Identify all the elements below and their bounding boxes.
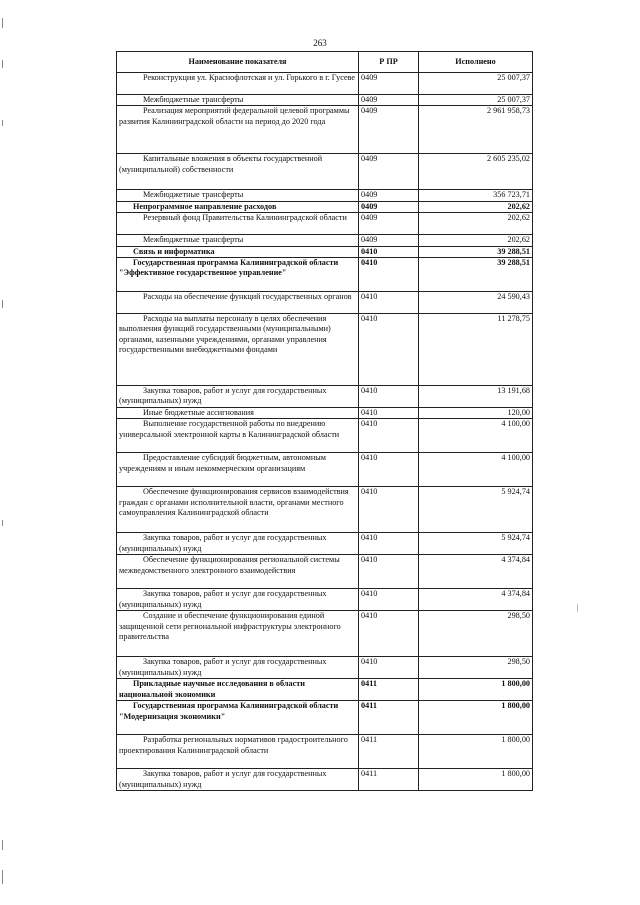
cell-executed-amount: 298,50 — [419, 611, 533, 657]
cell-section-code: 0410 — [359, 408, 419, 419]
indicator-name-text: Расходы на обеспечение функций государственных органов — [143, 292, 352, 302]
cell-section-code: 0410 — [359, 611, 419, 657]
cell-section-code: 0409 — [359, 154, 419, 190]
indicator-name-text: Расходы на выплаты персоналу в целях обеспечения выполнения функций государственными (муниципальными) органами, казенными учреждениями, органами управления государственными внебюджетными фондами — [119, 314, 331, 355]
cell-executed-amount: 356 723,71 — [419, 190, 533, 201]
table-row — [117, 555, 533, 589]
cell-section-code: 0409 — [359, 190, 419, 201]
cell-executed-amount: 4 374,84 — [419, 555, 533, 589]
cell-indicator-name — [117, 769, 359, 791]
cell-section-code: 0410 — [359, 533, 419, 555]
table-row — [117, 201, 533, 212]
cell-indicator-name — [117, 657, 359, 679]
table-row — [117, 154, 533, 190]
cell-indicator-name — [117, 292, 359, 314]
cell-indicator-name — [117, 213, 359, 235]
indicator-name-text: Государственная программа Калининградской области "Модернизация экономики" — [119, 701, 339, 721]
cell-section-code: 0410 — [359, 453, 419, 487]
cell-indicator-name — [117, 314, 359, 386]
table-row — [117, 419, 533, 453]
cell-section-code: 0410 — [359, 258, 419, 292]
cell-section-code: 0410 — [359, 555, 419, 589]
indicator-name-text: Реализация мероприятий федеральной целевой программы развития Калининградской области на период до 2020 года — [119, 106, 350, 126]
indicator-name-text: Государственная программа Калининградской области "Эффективное государственное управление" — [119, 258, 339, 278]
cell-executed-amount: 298,50 — [419, 657, 533, 679]
indicator-name-text: Межбюджетные трансферты — [143, 235, 244, 245]
indicator-name-text: Капитальные вложения в объекты государственной (муниципальной) собственности — [119, 154, 323, 174]
indicator-name-text: Межбюджетные трансферты — [143, 95, 244, 104]
table-row — [117, 95, 533, 106]
table-body — [117, 73, 533, 791]
cell-section-code: 0409 — [359, 213, 419, 235]
cell-indicator-name — [117, 555, 359, 589]
cell-executed-amount: 1 800,00 — [419, 769, 533, 791]
cell-section-code: 0409 — [359, 106, 419, 154]
cell-section-code: 0409 — [359, 201, 419, 212]
table-row — [117, 769, 533, 791]
cell-section-code: 0411 — [359, 701, 419, 735]
cell-executed-amount: 5 924,74 — [419, 533, 533, 555]
indicator-name-text: Связь и информатика — [133, 246, 215, 256]
table-row — [117, 213, 533, 235]
cell-executed-amount: 4 374,84 — [419, 589, 533, 611]
scan-margin-marks — [0, 0, 6, 905]
table-row — [117, 190, 533, 201]
cell-section-code: 0410 — [359, 246, 419, 257]
scan-mark — [577, 604, 578, 612]
cell-indicator-name — [117, 154, 359, 190]
indicator-name-text: Межбюджетные трансферты — [143, 190, 244, 200]
cell-section-code: 0410 — [359, 292, 419, 314]
cell-executed-amount: 24 590,43 — [419, 292, 533, 314]
column-header-name: Наименование показателя — [117, 52, 359, 73]
indicator-name-text: Непрограммное направление расходов — [133, 201, 277, 211]
cell-indicator-name — [117, 679, 359, 701]
table-row — [117, 679, 533, 701]
cell-executed-amount: 1 800,00 — [419, 701, 533, 735]
indicator-name-text: Резервный фонд Правительства Калининградской области — [143, 213, 347, 223]
table-row — [117, 386, 533, 408]
table-row — [117, 657, 533, 679]
cell-indicator-name — [117, 408, 359, 419]
cell-indicator-name — [117, 246, 359, 257]
cell-indicator-name — [117, 235, 359, 246]
cell-indicator-name — [117, 589, 359, 611]
indicator-name-text: Закупка товаров, работ и услуг для государственных (муниципальных) нужд — [119, 386, 327, 406]
table-row — [117, 735, 533, 769]
cell-section-code: 0411 — [359, 769, 419, 791]
cell-indicator-name — [117, 533, 359, 555]
cell-indicator-name — [117, 453, 359, 487]
indicator-name-text: Закупка товаров, работ и услуг для государственных (муниципальных) нужд — [119, 769, 327, 789]
cell-executed-amount: 4 100,00 — [419, 453, 533, 487]
table-row — [117, 533, 533, 555]
cell-indicator-name — [117, 419, 359, 453]
table-row — [117, 292, 533, 314]
cell-executed-amount: 2 605 235,02 — [419, 154, 533, 190]
cell-indicator-name — [117, 95, 359, 106]
cell-section-code: 0410 — [359, 386, 419, 408]
cell-indicator-name — [117, 701, 359, 735]
indicator-name-text: Обеспечение функционирования региональной системы межведомственного электронного взаимодействия — [119, 555, 340, 575]
indicator-name-text: Реконструкция ул. Краснофлотская и ул. Горького в г. Гусеве — [143, 73, 356, 82]
indicator-name-text: Предоставление субсидий бюджетным, автономным учреждениям и иным некоммерческим организациям — [119, 453, 326, 473]
cell-executed-amount: 39 288,51 — [419, 246, 533, 257]
budget-table — [116, 51, 533, 791]
cell-executed-amount: 2 961 958,73 — [419, 106, 533, 154]
table-row — [117, 701, 533, 735]
cell-executed-amount: 25 007,37 — [419, 95, 533, 106]
cell-executed-amount: 202,62 — [419, 213, 533, 235]
indicator-name-text: Закупка товаров, работ и услуг для государственных (муниципальных) нужд — [119, 533, 327, 553]
cell-executed-amount: 120,00 — [419, 408, 533, 419]
table-row — [117, 408, 533, 419]
indicator-name-text: Создание и обеспечение функционирования единой защищенной сети региональной инфраструктуры электронного правительства — [119, 611, 341, 642]
cell-section-code: 0409 — [359, 73, 419, 95]
cell-executed-amount: 202,62 — [419, 235, 533, 246]
cell-indicator-name — [117, 611, 359, 657]
cell-executed-amount: 39 288,51 — [419, 258, 533, 292]
table-row — [117, 314, 533, 386]
cell-section-code: 0410 — [359, 487, 419, 533]
cell-indicator-name — [117, 258, 359, 292]
column-header-code: Р ПР — [359, 52, 419, 73]
cell-indicator-name — [117, 735, 359, 769]
cell-section-code: 0409 — [359, 235, 419, 246]
cell-section-code: 0411 — [359, 735, 419, 769]
cell-indicator-name — [117, 386, 359, 408]
indicator-name-text: Прикладные научные исследования в области национальной экономики — [119, 679, 305, 699]
cell-executed-amount: 11 278,75 — [419, 314, 533, 386]
cell-indicator-name — [117, 190, 359, 201]
table-header-row — [117, 52, 533, 73]
table-row — [117, 453, 533, 487]
table-row — [117, 235, 533, 246]
table-row — [117, 589, 533, 611]
cell-section-code: 0409 — [359, 95, 419, 106]
column-header-amount: Исполнено — [419, 52, 533, 73]
cell-executed-amount: 25 007,37 — [419, 73, 533, 95]
indicator-name-text: Выполнение государственной работы по внедрению универсальной электронной карты в Калининградской области — [119, 419, 340, 439]
cell-executed-amount: 5 924,74 — [419, 487, 533, 533]
indicator-name-text: Иные бюджетные ассигнования — [143, 408, 254, 418]
indicator-name-text: Разработка региональных нормативов градостроительного проектирования Калининградской области — [119, 735, 348, 755]
cell-section-code: 0410 — [359, 589, 419, 611]
page-number: 263 — [313, 38, 327, 48]
cell-executed-amount: 13 191,68 — [419, 386, 533, 408]
table-row — [117, 611, 533, 657]
cell-indicator-name — [117, 73, 359, 95]
table-row — [117, 258, 533, 292]
cell-executed-amount: 202,62 — [419, 201, 533, 212]
table-row — [117, 73, 533, 95]
indicator-name-text: Закупка товаров, работ и услуг для государственных (муниципальных) нужд — [119, 657, 327, 677]
cell-section-code: 0410 — [359, 419, 419, 453]
table-row — [117, 246, 533, 257]
cell-indicator-name — [117, 106, 359, 154]
cell-executed-amount: 1 800,00 — [419, 679, 533, 701]
cell-executed-amount: 4 100,00 — [419, 419, 533, 453]
table-row — [117, 487, 533, 533]
cell-section-code: 0410 — [359, 314, 419, 386]
cell-indicator-name — [117, 487, 359, 533]
cell-executed-amount: 1 800,00 — [419, 735, 533, 769]
cell-section-code: 0410 — [359, 657, 419, 679]
cell-indicator-name — [117, 201, 359, 212]
cell-section-code: 0411 — [359, 679, 419, 701]
indicator-name-text: Закупка товаров, работ и услуг для государственных (муниципальных) нужд — [119, 589, 327, 609]
indicator-name-text: Обеспечение функционирования сервисов взаимодействия граждан с органами исполнительной власти, органами местного самоуправления Калининградской области — [119, 487, 349, 518]
table-row — [117, 106, 533, 154]
